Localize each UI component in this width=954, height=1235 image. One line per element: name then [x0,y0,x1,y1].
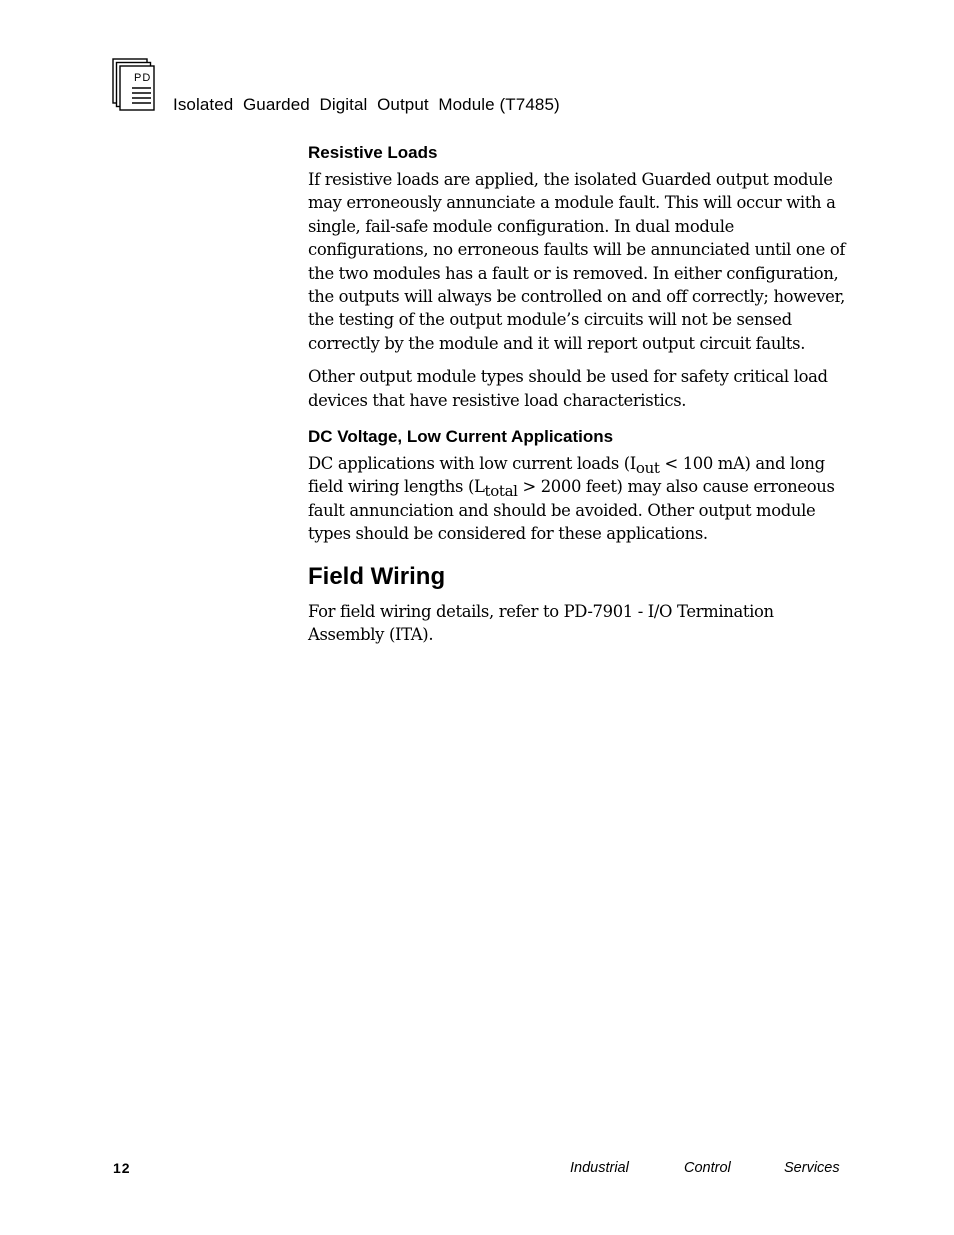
pd-document-logo-icon [112,58,156,112]
footer-word-industrial: Industrial [570,1160,629,1176]
dc-text-part-2: < 100 mA) and long field wiring lengths (L [308,454,825,497]
footer-word-services: Services [784,1160,840,1176]
resistive-loads-heading: Resistive Loads [308,143,438,162]
footer-word-control: Control [684,1160,731,1176]
subscript-total: total [484,482,518,501]
subscript-out: out [635,459,660,478]
page-number: 12 [113,1160,131,1176]
field-wiring-title: Field Wiring [308,562,446,590]
dc-text-part-1: DC applications with low current loads (I [308,454,636,474]
dc-text-part-3: > 2000 feet) may also cause erroneous fault annunciation and should be avoided. Other output module types should be considered for these applications. [308,477,835,544]
running-header-title: Isolated Guarded Digital Output Module (T7485) [173,95,560,114]
resistive-loads-paragraph-2: Other output module types should be used for safety critical load devices that have resistive load characteristics. [308,367,828,410]
field-wiring-paragraph: For field wiring details, refer to PD-7901 - I/O Termination Assembly (ITA). [308,601,774,645]
page-content [308,142,848,647]
resistive-loads-paragraph-1: If resistive loads are applied, the isolated Guarded output module may erroneously annunciate a module fault. This will occur with a single, fail-safe module configuration. In dual module configurations, no erroneous faults will be annunciated until one of the two modules has a fault or is removed. In either configuration, the outputs will always be controlled on and off correctly; however, the testing of the output module’s circuits will not be sensed correctly by the module and it will report output circuit faults. [308,170,846,353]
pd-logo-label: PD [134,72,152,84]
dc-voltage-paragraph [308,452,848,546]
dc-voltage-heading: DC Voltage, Low Current Applications [308,427,614,447]
